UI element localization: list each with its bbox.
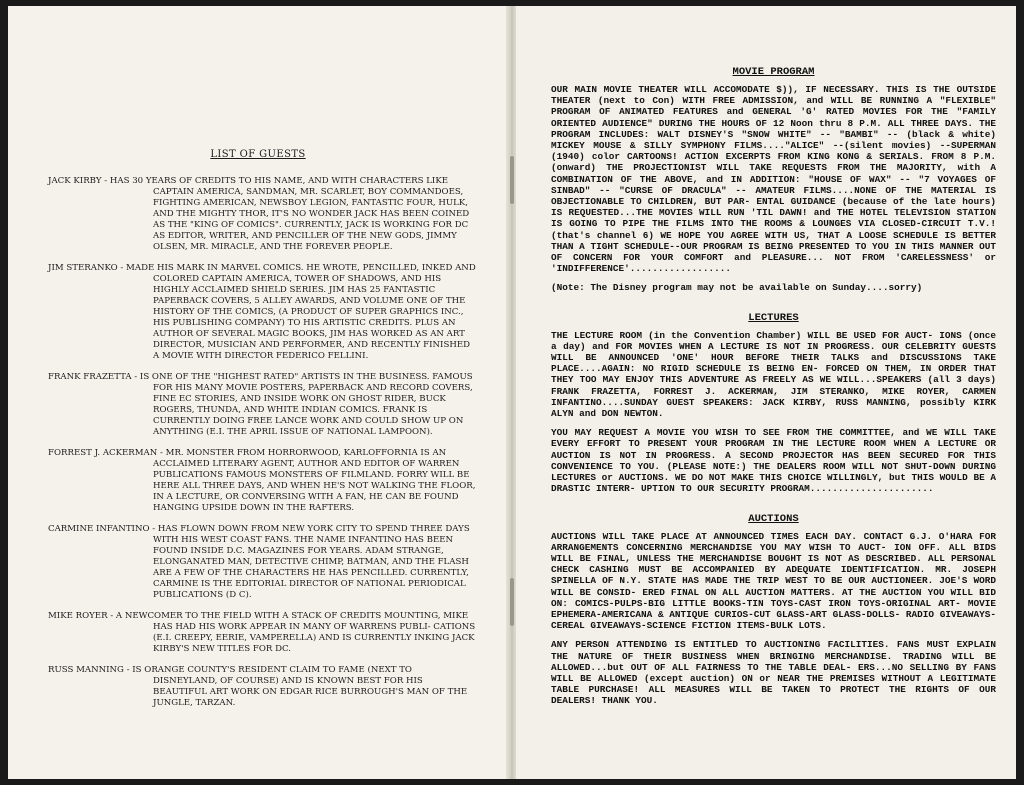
- auctions-paragraph: ANY PERSON ATTENDING IS ENTITLED TO AUCTIONING FACILITIES. FANS MUST EXPLAIN THE NATURE OF THEIR BUSINESS WHEN BRINGING MERCHANDISE. TRADING WILL BE ALLOWED...but OUT OF ALL FAIRNESS TO THE TABLE DEAL- ERS...NO SELLING BY FANS WILL BE ALLOWED (except auction) ON or NEAR THE PREMISES WITHOUT A LEGITIMATE TABLE PURCHASE! ALL MEASURES WILL BE TAKEN TO PROTECT THE RIGHTS OF OUR DEALERS! THANK YOU.: [551, 639, 996, 707]
- left-page: [8, 6, 508, 779]
- lectures-heading: LECTURES: [748, 311, 799, 324]
- guest-entry: [48, 611, 478, 655]
- guest-entry: [48, 665, 478, 709]
- staple: [510, 578, 514, 626]
- guest-description: FRANK FRAZETTA - IS ONE OF THE "HIGHEST RATED" ARTISTS IN THE BUSINESS. FAMOUS FOR HIS MANY MOVIE POSTERS, PAPERBACK AND RECORD COVERS, FINE EC STORIES, AND INSIDE WORK ON GHOST RIDER, BUCK ROGERS, THUNDA, AND WHITE INDIAN COMICS. FRANK IS CURRENTLY DOING FREE LANCE WORK AND COULD SHOW UP ON ANYTHING (E.I. THE APRIL ISSUE OF NATIONAL LAMPOON).: [48, 372, 473, 437]
- guest-list: [48, 176, 478, 719]
- right-page: [516, 6, 1016, 779]
- lectures-paragraph: THE LECTURE ROOM (in the Convention Chamber) WILL BE USED FOR AUCT- IONS (once a day) and FOR MOVIES WHEN A LECTURE IS NOT IN PROGRESS. OUR CELEBRITY GUESTS WILL BE ANNOUNCED 'ONE' HOUR BEFORE THEIR TALKS and DISCUSSIONS TAKE PLACE....AGAIN: NO RIGID SCHEDULE IS BEING EN- FORCED ON THEM, IN ORDER THAT THEY TOO MAY ENJOY THIS ADVENTURE AS FREELY AS WE WILL...SPEAKERS (all 3 days) FRANK FRAZETTA, FORREST J. ACKERMAN, JIM STERANKO, MIKE ROYER, CARMEN INFANTINO....SUNDAY GUEST SPEAKERS: JACK KIRBY, RUSS MANNING, possibly KIRK ALYN and DON NEWTON.: [551, 329, 996, 420]
- guest-description: CARMINE INFANTINO - HAS FLOWN DOWN FROM NEW YORK CITY TO SPEND THREE DAYS WITH HIS WEST COAST FANS. THE NAME INFANTINO HAS BEEN FOUND INSIDE D.C. MAGAZINES FOR YEARS. ADAM STRANGE, ELONGANATED MAN, DETECTIVE CHIMP, BATMAN, AND THE FLASH ARE A FEW OF THE CHARACTERS HE HAS PENCILLED. CURRENTLY, CARMINE IS THE EDITORIAL DIRECTOR OF NATIONAL PERIODICAL PUBLICATIONS (D C).: [48, 524, 470, 600]
- disney-note: (Note: The Disney program may not be available on Sunday....sorry): [551, 282, 923, 294]
- staple: [510, 156, 514, 204]
- guest-description: JACK KIRBY - HAS 30 YEARS OF CREDITS TO HIS NAME, AND WITH CHARACTERS LIKE CAPTAIN AMERICA, SANDMAN, MR. SCARLET, BOY COMMANDOES, FIGHTING AMERICAN, NEWSBOY LEGION, FANTASTIC FOUR, HULK, AND THE MIGHTY THOR, IT'S NO WONDER JACK HAS BEEN COINED AS THE "KING OF COMICS". CURRENTLY, JACK IS WORKING FOR DC AS EDITOR, WRITER, AND PENCILLER OF THE NEW GODS, JIMMY OLSEN, MR. MIRACLE, AND THE FOREVER PEOPLE.: [48, 176, 470, 252]
- guest-list-heading: LIST OF GUESTS: [210, 149, 306, 160]
- auctions-heading: AUCTIONS: [748, 512, 799, 525]
- movie-program-heading: MOVIE PROGRAM: [732, 66, 815, 78]
- guest-entry: [48, 263, 478, 362]
- guest-description: JIM STERANKO - MADE HIS MARK IN MARVEL COMICS. HE WROTE, PENCILLED, INKED AND COLORED CAPTAIN AMERICA, TOWER OF SHADOWS, AND HIS HIGHLY ACCLAIMED SHIELD SERIES. JIM HAS 25 FANTASTIC PAPERBACK COVERS, 5 ALLEY AWARDS, AND VOLUME ONE OF THE HISTORY OF THE COMICS, (A PRODUCT OF SUPER GRAPHICS INC., HIS PUBLISHING COMPANY) TO HIS ARTISTIC CREDITS. PLUS AN AUTHOR OF SEVERAL MAGIC BOOKS, JIM HAS WORKED AS AN ART DIRECTOR, MUSICIAN AND PERFORMER, AND RECENTLY FINISHED A MOVIE WITH DIRECTOR FEDERICO FELLINI.: [48, 263, 476, 361]
- movie-program-paragraph: OUR MAIN MOVIE THEATER WILL ACCOMODATE $)), IF NECESSARY. THIS IS THE OUTSIDE THEATER (next to Con) WITH FREE ADMISSION, and WILL BE RUNNING A "FLEXIBLE" PROGRAM OF ANIMATED FEATURES and GENERAL 'G' RATED MOVIES FOR THE "FAMILY ORIENTED AUDIENCE" DURING THE HOURS OF 12 Noon thru 8 P.M. ALL THREE DAYS. THE PROGRAM INCLUDES: WALT DISNEY'S "SNOW WHITE" -- "BAMBI" -- (black & white) MICKEY MOUSE & SILLY SYMPHONY FILMS...."ALICE" --(silent movies) --SUPERMAN (1940) color CARTOONS! ACTION EXCERPTS FROM KING KONG & SERIALS. FROM 8 P.M. (onward) THE PROJECTIONIST WILL TAKE REQUESTS FROM THE MAJORITY, with A COMBINATION OF THE ABOVE, and IN ADDITION: "HOUSE OF WAX" -- "7 VOYAGES OF SINBAD" -- "CURSE OF DRACULA" -- AMATEUR FILMS....NONE OF THE MATERIAL IS OBJECTIONABLE TO CHILDREN, BUT PAR- ENTAL GUIDANCE (because of the late hours) IS REQUESTED...THE MOVIES WILL RUN 'TIL DAWN! and THE HOTEL TELEVISION STATION IS GOING TO PIPE THE FILMS INTO THE ROOMS & LOUNGES VIA CLOSED-CIRCUIT T.V.! (that's channel 6) WE HOPE YOU AGREE WITH US, THAT A LOOSE SCHEDULE IS BETTER THAN A TIGHT SCHEDULE--OUR PROGRAM IS BEING PRESENTED TO YOU IN THIS MANNER OUT OF CONCERN FOR YOUR COMFORT and PLEASURE... NOT FROM 'CARELESSNESS' or 'INDIFFERENCE'..................: [551, 84, 996, 275]
- guest-entry: [48, 448, 478, 514]
- guest-description: MIKE ROYER - A NEWCOMER TO THE FIELD WITH A STACK OF CREDITS MOUNTING, MIKE HAS HAD HIS WORK APPEAR IN MANY OF WARRENS PUBLI- CATIONS (E.I. CREEPY, EERIE, VAMPERELLA) AND IS CURRENTLY INKING JACK KIRBY'S NEW TITLES FOR DC.: [48, 611, 476, 654]
- booklet-spread: [8, 6, 1016, 779]
- guest-description: RUSS MANNING - IS ORANGE COUNTY'S RESIDENT CLAIM TO FAME (NEXT TO DISNEYLAND, OF COURSE) AND IS KNOWN BEST FOR HIS BEAUTIFUL ART WORK ON EDGAR RICE BURROUGH'S MAN OF THE JUNGLE, TARZAN.: [48, 665, 468, 708]
- guest-description: FORREST J. ACKERMAN - MR. MONSTER FROM HORRORWOOD, KARLOFFORNIA IS AN ACCLAIMED LITERARY AGENT, AUTHOR AND EDITOR OF WARREN PUBLICATIONS FAMOUS MONSTERS OF FILMLAND. FORRY WILL BE HERE ALL THREE DAYS, AND WHEN HE'S NOT WALKING THE FLOOR, IN A LECTURE, OR CONVERSING WITH A FAN, HE CAN BE FOUND HANGING UPSIDE DOWN IN THE RAFTERS.: [48, 448, 476, 513]
- guest-entry: [48, 372, 478, 438]
- guest-entry: [48, 524, 478, 601]
- right-column: [551, 66, 996, 715]
- lectures-paragraph: YOU MAY REQUEST A MOVIE YOU WISH TO SEE FROM THE COMMITTEE, and WE WILL TAKE EVERY EFFORT TO PRESENT YOUR PROGRAM IN THE LECTURE ROOM WHEN A LECTURE OR AUCTION IS NOT IN PROGRESS. A SECOND PROJECTOR HAS BEEN SECURED FOR THIS CONVENIENCE TO YOU. (PLEASE NOTE:) THE DEALERS ROOM WILL NOT SHUT-DOWN DURING LECTURES or AUCTIONS. WE DO NOT MAKE THIS CHOICE WILLINGLY, but THIS WOULD BE A DRASTIC INTERR- UPTION TO OUR SECURITY PROGRAM......................: [551, 427, 996, 495]
- guest-entry: [48, 176, 478, 253]
- auctions-paragraph: AUCTIONS WILL TAKE PLACE AT ANNOUNCED TIMES EACH DAY. CONTACT G.J. O'HARA FOR ARRANGEMENTS CONCERNING MERCHANDISE YOU MAY WISH TO AUCT- ION OFF. ALL BIDS WILL BE FINAL, UNLESS THE MERCHANDISE BOUGHT IS NOT AS DESCRIBED. ALL PERSONAL CHECK CASHING MUST BE ACCOMPANIED BY ADEQUATE IDENTIFICATION. MR. JOSEPH SPINELLA OF N.Y. STATE HAS MADE THE TRIP WEST TO BE OUR AUCTIONEER. JOE'S WORD WILL BE CONSID- ERED FINAL ON ALL AUCTION MATTERS. AT THE AUCTION YOU WILL BID ON: COMICS-PULPS-BIG LITTLE BOOKS-TIN TOYS-CAST IRON TOYS-ORIGINAL ART- MOVIE EPHEMERA-AMERICANA & ANTIQUE CURIOS-CUT GLASS-ART GLASS-DOLLS- RADIO GIVEAWAYS-CEREAL GIVEAWAYS-SCIENCE FICTION ITEMS-BULK LOTS.: [551, 530, 996, 632]
